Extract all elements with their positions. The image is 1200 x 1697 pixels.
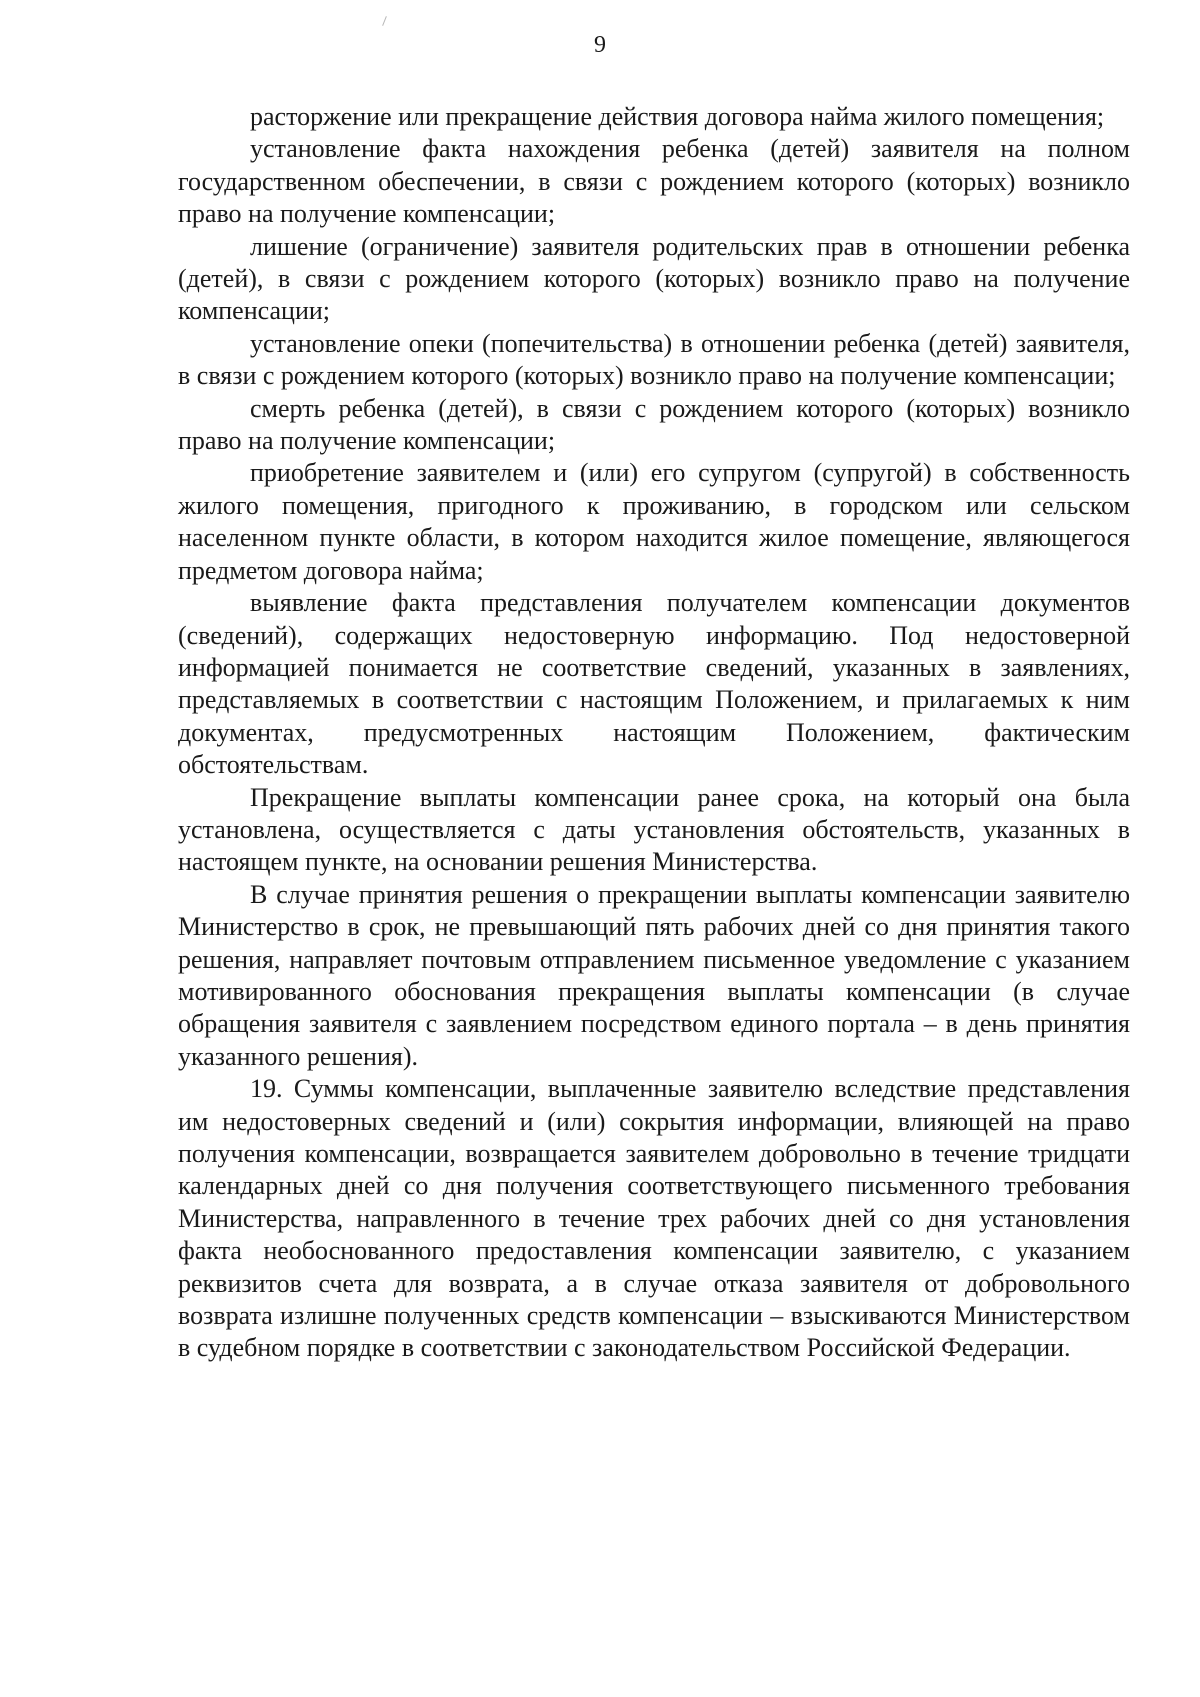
paragraph-state-support: установление факта нахождения ребенка (детей) заявителя на полном государственном обеспечении, в связи с рождением которого (которых) возникло право на получение компенсации; (178, 134, 1130, 229)
paragraph-notification: В случае принятия решения о прекращении выплаты компенсации заявителю Министерство в срок, не превышающий пять рабочих дней со дня принятия такого решения, направляет почтовым отправлением письменное уведомление с указанием мотивированного обоснования прекращения выплаты компенсации (в случае обращения заявителя с заявлением посредством единого портала – в день принятия указанного решения). (178, 879, 1130, 1071)
document-body (178, 101, 1130, 1365)
paragraph-section-19: 19. Суммы компенсации, выплаченные заявителю вследствие представления им недостоверных сведений и (или) сокрытия информации, влияющей на право получения компенсации, возвращается заявителем добровольно в течение тридцати календарных дней со дня получения соответствующего письменного требования Министерства, направленного в течение трех рабочих дней со дня установления факта необоснованного предоставления компенсации заявителю, с указанием реквизитов счета для возврата, а в случае отказа заявителя от добровольного возврата излишне полученных средств компенсации – взыскиваются Министерством в судебном порядке в соответствии с законодательством Российской Федерации. (178, 1074, 1130, 1363)
paragraph-deprivation-rights: лишение (ограничение) заявителя родительских прав в отношении ребенка (детей), в связи с рождением которого (которых) возникло право на получение компенсации; (178, 231, 1130, 326)
paragraph-child-death: смерть ребенка (детей), в связи с рождением которого (которых) возникло право на получение компенсации; (178, 393, 1130, 456)
paragraph-lease-termination: расторжение или прекращение действия договора найма жилого помещения; (250, 102, 1105, 131)
scan-artifact-mark (382, 16, 387, 26)
paragraph-property-acquisition: приобретение заявителем и (или) его супругом (супругой) в собственность жилого помещения, пригодного к проживанию, в городском или сельском населенном пункте области, в котором находится жилое помещение, являющегося предметом договора найма; (178, 458, 1130, 585)
paragraph-false-information: выявление факта представления получателем компенсации документов (сведений), содержащих недостоверную информацию. Под недостоверной информацией понимается не соответствие сведений, указанных в заявлениях, представляемых в соответствии с настоящим Положением, и прилагаемых к ним документах, предусмотренных настоящим Положением, фактическим обстоятельствам. (178, 588, 1130, 780)
paragraph-guardianship: установление опеки (попечительства) в отношении ребенка (детей) заявителя, в связи с рождением которого (которых) возникло право на получение компенсации; (178, 328, 1130, 391)
page-number: 9 (594, 32, 606, 58)
paragraph-termination-date: Прекращение выплаты компенсации ранее срока, на который она была установлена, осуществляется с даты установления обстоятельств, указанных в настоящем пункте, на основании решения Министерства. (178, 782, 1130, 877)
